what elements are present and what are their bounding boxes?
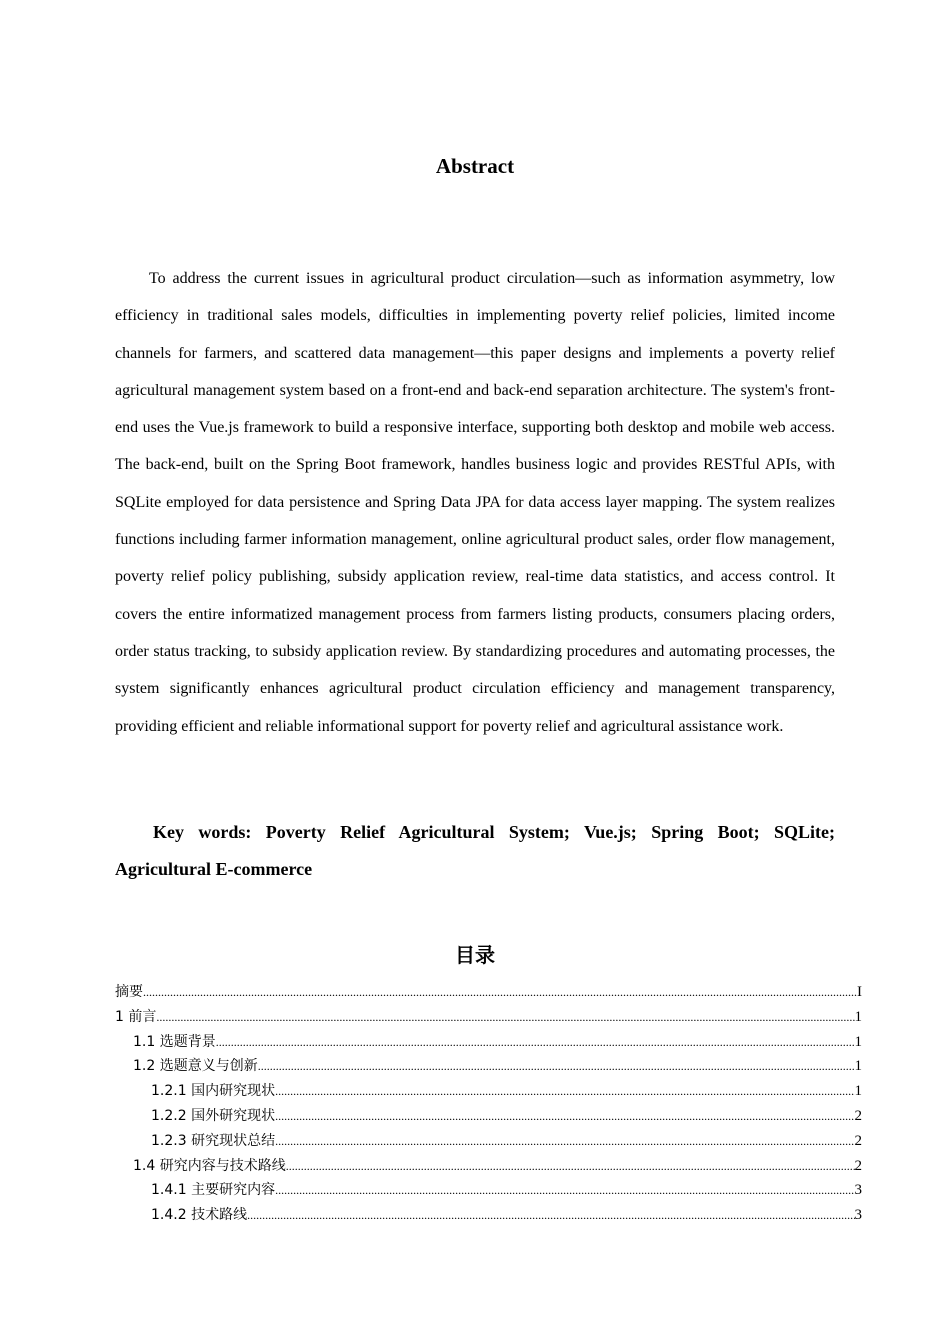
toc-dot-leader [156,1005,854,1030]
toc-entry-page: 2 [854,1132,862,1149]
toc-entry-label: 1.2 选题意义与创新 [133,1058,258,1075]
toc-dot-leader [258,1054,855,1079]
toc-entry-label: 1.4 研究内容与技术路线 [133,1157,286,1174]
toc-entry-page: 3 [854,1182,862,1199]
toc-dot-leader [247,1203,854,1228]
toc-entry-label: 1.4.2 技术路线 [151,1207,248,1224]
toc-dot-leader [216,1030,855,1055]
toc-entry[interactable] [115,1054,862,1079]
toc-entry-page: I [857,984,862,1000]
toc-entry-page: 1 [854,1058,862,1075]
toc-entry-page: 1 [854,1033,862,1050]
toc-entry[interactable] [115,1030,862,1055]
toc-entry[interactable] [115,1129,862,1154]
toc-entry-page: 1 [854,1083,862,1100]
toc-dot-leader [286,1154,855,1179]
toc-entry[interactable] [115,1178,862,1203]
toc-entry-label: 1.2.1 国内研究现状 [151,1083,276,1100]
toc-entry-page: 1 [854,1008,862,1025]
toc-dot-leader [275,1079,854,1104]
toc-entry[interactable] [115,1203,862,1228]
toc-entry-label: 摘要 [115,984,143,1000]
toc-entry-label: 1.2.2 国外研究现状 [151,1107,276,1124]
table-of-contents [115,980,862,1228]
toc-entry-label: 1.4.1 主要研究内容 [151,1182,276,1199]
toc-entry[interactable] [115,980,862,1005]
toc-dot-leader [275,1104,854,1129]
toc-dot-leader [275,1129,854,1154]
toc-entry[interactable] [115,1005,862,1030]
toc-entry-label: 1.2.3 研究现状总结 [151,1132,276,1149]
toc-dot-leader [143,980,857,1005]
toc-title: 目录 [455,943,495,967]
toc-entry[interactable] [115,1079,862,1104]
abstract-keywords: Key words: Poverty Relief Agricultural System; Vue.js; Spring Boot; SQLite; Agricultural E-commerce [115,822,835,879]
toc-entry-label: 1.1 选题背景 [133,1033,216,1050]
toc-dot-leader [275,1178,854,1203]
toc-entry[interactable] [115,1154,862,1179]
toc-entry-label: 1 前言 [115,1008,157,1025]
toc-entry[interactable] [115,1104,862,1129]
abstract-title: Abstract [435,154,515,178]
abstract-body: To address the current issues in agricultural product circulation—such as information asymmetry, low efficiency in traditional sales models, difficulties in implementing poverty relief policies, limited income channels for farmers, and scattered data management—this paper designs and implements a poverty relief agricultural management system based on a front-end and back-end separation architecture. The system's front-end uses the Vue.js framework to build a responsive interface, supporting both desktop and mobile web access. The back-end, built on the Spring Boot framework, handles business logic and provides RESTful APIs, with SQLite employed for data persistence and Spring Data JPA for data access layer mapping. The system realizes functions including farmer information management, online agricultural product sales, order flow management, poverty relief policy publishing, subsidy application review, real-time data statistics, and access control. It covers the entire informatized management process from farmers listing products, consumers placing orders, order status tracking, to subsidy application review. By standardizing procedures and automating processes, the system significantly enhances agricultural product circulation efficiency and management transparency, providing efficient and reliable informational support for poverty relief and agricultural assistance work. [115,270,835,735]
toc-entry-page: 3 [854,1207,862,1224]
toc-entry-page: 2 [854,1157,862,1174]
toc-entry-page: 2 [854,1107,862,1124]
